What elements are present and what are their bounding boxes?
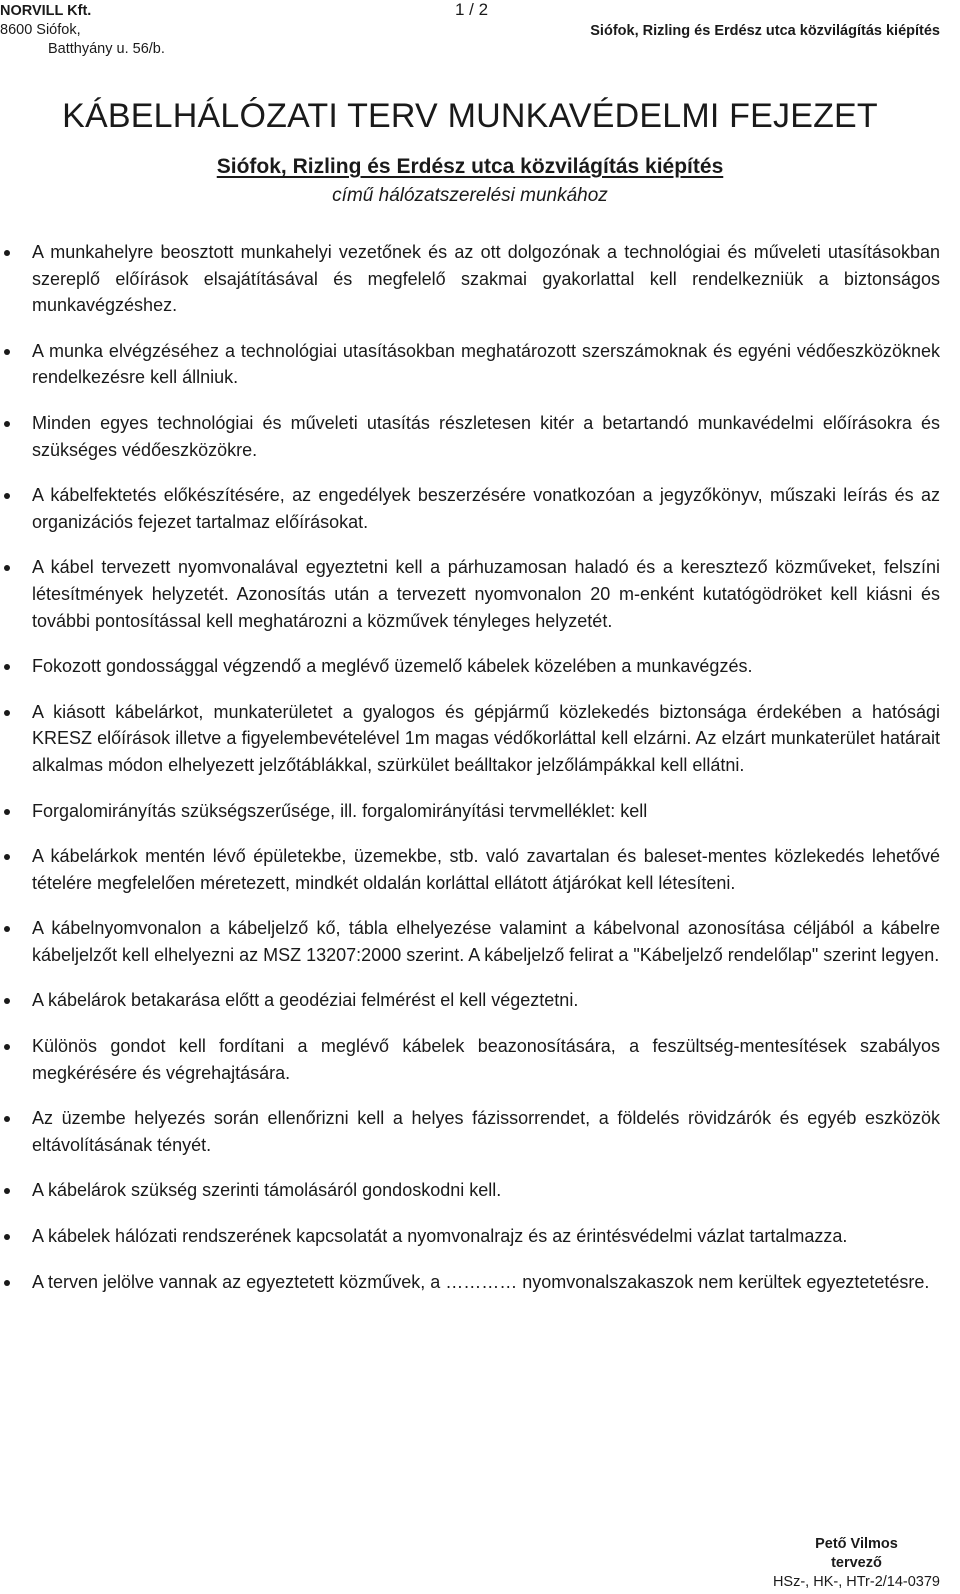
list-item: A munkahelyre beosztott munkahelyi vezetőnek és az ott dolgozónak a technológiai és műveleti utasításokban szereplő előírások elsajátításával és megfelelő szakmai gyakorlattal kell rendelkezniük a biztonságos munkavégzéshez.	[0, 239, 940, 319]
list-item: A kábelárok szükség szerinti támolásáról gondoskodni kell.	[0, 1177, 940, 1204]
safety-rules-list	[0, 239, 940, 1314]
list-item: Különös gondot kell fordítani a meglévő kábelek beazonosítására, a feszültség-mentesítések szabályos megkérésére és végrehajtására.	[0, 1033, 940, 1086]
address-line-1: 8600 Siófok,	[0, 22, 81, 38]
designer-role: tervező	[831, 1555, 882, 1571]
list-item: Forgalomirányítás szükségszerűsége, ill. forgalomirányítási tervmelléklet: kell	[0, 798, 940, 825]
signature-block	[773, 1535, 940, 1592]
list-item: Az üzembe helyezés során ellenőrizni kell a helyes fázissorrendet, a földelés rövidzárók és egyéb eszközök eltávolításának tényét.	[0, 1105, 940, 1158]
document-caption: című hálózatszerelési munkához	[332, 185, 608, 206]
list-item: Fokozott gondossággal végzendő a meglévő üzemelő kábelek közelében a munkavégzés.	[0, 653, 940, 680]
company-block	[0, 2, 165, 59]
list-item: A kábelek hálózati rendszerének kapcsolatát a nyomvonalrajz és az érintésvédelmi vázlat tartalmazza.	[0, 1223, 940, 1250]
list-item: A kábel tervezett nyomvonalával egyeztetni kell a párhuzamosan haladó és a keresztező közműveket, felszíni létesítmények helyzetét. Azonosítás után a tervezett nyomvonalon 20 m-enként kutatógödröket kell kiásni és további pontosítással kell meghatározni a közművek tényleges helyzetét.	[0, 554, 940, 634]
list-item: A kábelárkok mentén lévő épületekbe, üzemekbe, stb. való zavartalan és baleset-mentes közlekedés lehetővé tételére megfelelően méretezett, mindkét oldalán korláttal ellátott átjárókat kell létesíteni.	[0, 843, 940, 896]
list-item: A terven jelölve vannak az egyeztetett közművek, a ………… nyomvonalszakaszok nem kerültek egyeztetetésre.	[0, 1269, 940, 1296]
designer-name: Pető Vilmos	[815, 1536, 898, 1552]
list-item: A kábelárok betakarása előtt a geodéziai felmérést el kell végeztetni.	[0, 987, 940, 1014]
list-item: A munka elvégzéséhez a technológiai utasításokban meghatározott szerszámoknak és egyéni védőeszközöknek rendelkezésre kell állniuk.	[0, 338, 940, 391]
project-header: Siófok, Rizling és Erdész utca közvilágítás kiépítés	[590, 23, 940, 39]
document-title: KÁBELHÁLÓZATI TERV MUNKAVÉDELMI FEJEZET	[62, 97, 878, 135]
license-code: HSz-, HK-, HTr-2/14-0379	[772, 1574, 940, 1590]
page-number: 1 / 2	[455, 0, 489, 19]
list-item: A kábelfektetés előkészítésére, az engedélyek beszerzésére vonatkozóan a jegyzőkönyv, műszaki leírás és az organizációs fejezet tartalmaz előírásokat.	[0, 482, 940, 535]
address-line-2: Batthyány u. 56/b.	[48, 41, 165, 57]
document-subtitle: Siófok, Rizling és Erdész utca közvilágítás kiépítés	[216, 155, 724, 178]
list-item: Minden egyes technológiai és műveleti utasítás részletesen kitér a betartandó munkavédelmi előírásokra és szükséges védőeszközökre.	[0, 410, 940, 463]
company-name: NORVILL Kft.	[0, 3, 92, 19]
list-item: A kiásott kábelárkot, munkaterületet a gyalogos és gépjármű közlekedés biztonsága érdekében a hatósági KRESZ előírások illetve a figyelembevételével 1m magas védőkorláttal kell elzárni. Az elzárt munkaterület határait alkalmas módon elhelyezett jelzőtáblákkal, szürkület beálltakor jelzőlámpákkal kell ellátni.	[0, 699, 940, 779]
list-item: A kábelnyomvonalon a kábeljelző kő, tábla elhelyezése valamint a kábelvonal azonosítása céljából a kábelre kábeljelzőt kell elhelyezni az MSZ 13207:2000 szerint. A kábeljelző felirat a "Kábeljelző rendelőlap" szerint legyen.	[0, 915, 940, 968]
